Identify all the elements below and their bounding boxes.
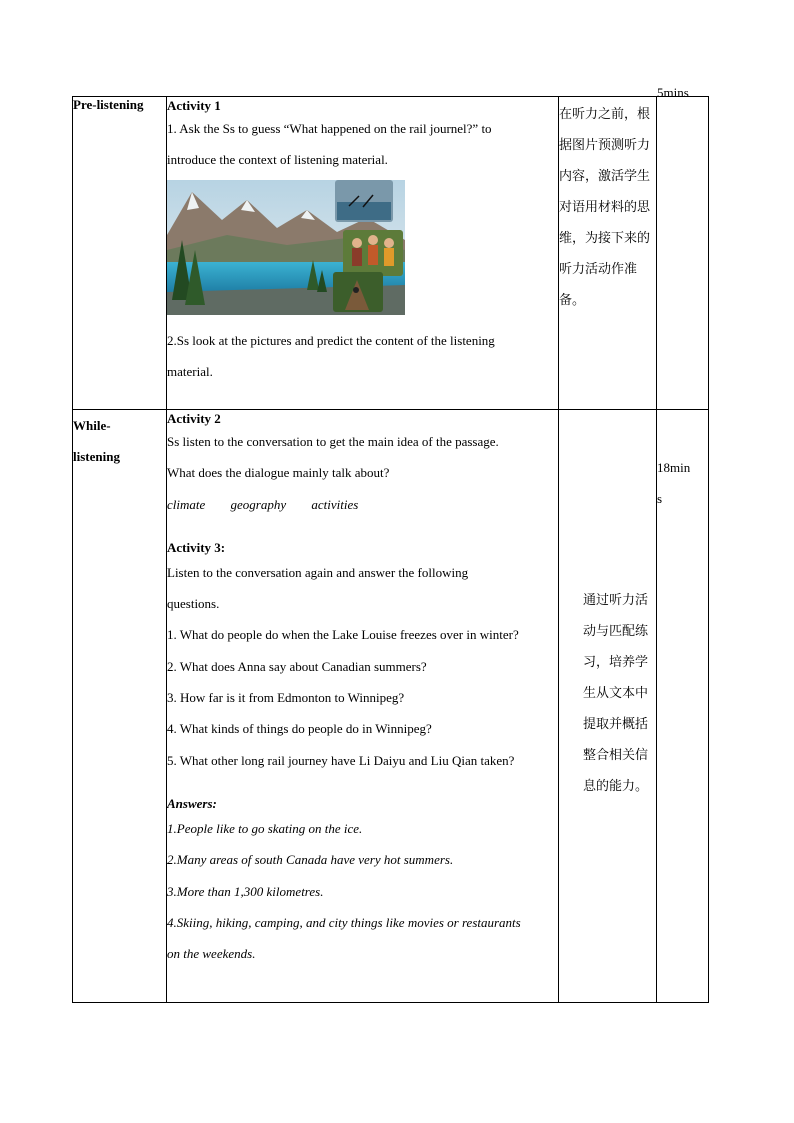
lake-mountain-photo [167, 180, 405, 315]
option-geography: geography [230, 496, 287, 512]
lesson-plan-table [72, 85, 709, 1003]
time-label-line: 18min [657, 460, 691, 475]
stage-label: Pre-listening [73, 97, 144, 112]
option-climate: climate [167, 496, 206, 512]
answers-title: Answers: [167, 795, 217, 811]
activity-title: Activity 1 [167, 98, 221, 113]
activity-cell [167, 97, 559, 410]
design-intent-text [559, 585, 656, 802]
question-line: 3. How far is it from Edmonton to Winnipeg? [167, 690, 405, 706]
activity-photo-collage [167, 180, 405, 315]
answer-line: 2.Many areas of south Canada have very hot summers. [167, 852, 454, 868]
time-cell [657, 85, 709, 410]
answer-line: 3.More than 1,300 kilometres. [167, 883, 324, 899]
question-line: 4. What kinds of things do people do in Winnipeg? [167, 721, 432, 737]
activity-line: Listen to the conversation again and answer the following [167, 564, 469, 580]
activity-line: What does the dialogue mainly talk about? [167, 465, 390, 481]
activity-line: introduce the context of listening material. [167, 152, 388, 168]
question-line: 2. What does Anna say about Canadian summers? [167, 658, 427, 674]
question-line: 1. What do people do when the Lake Louise freezes over in winter? [167, 627, 519, 643]
time-cell [657, 410, 709, 1003]
design-intent-cell [559, 410, 657, 1003]
answer-line: 1.People like to go skating on the ice. [167, 820, 363, 836]
stage-label-line: While- [73, 418, 111, 433]
activity-cell [167, 410, 559, 1003]
pre-listening-row [73, 97, 709, 410]
stage-cell [73, 97, 167, 410]
stage-cell [73, 410, 167, 1003]
design-intent-cell [559, 97, 657, 410]
answer-line: on the weekends. [167, 946, 256, 962]
while-listening-row [73, 410, 709, 1003]
activity-line: questions. [167, 596, 220, 612]
stage-label-line: listening [73, 449, 120, 464]
activity-line: 1. Ask the Ss to guess “What happened on the rail journel?” to [167, 121, 492, 136]
activity-line: material. [167, 363, 213, 379]
option-activities: activities [311, 496, 359, 512]
activity-title: Activity 2 [167, 411, 221, 426]
design-intent-text: 在听力之前，根据图片预测听力内容，激活学生对语用材料的思维，为接下来的听力活动作准备。 [559, 107, 651, 308]
activity-line: 2.Ss look at the pictures and predict the content of the listening [167, 332, 495, 348]
options-line [167, 489, 558, 520]
activity-line: Ss listen to the conversation to get the main idea of the passage. [167, 434, 499, 449]
time-label: 5mins [657, 85, 689, 100]
answer-line: 4.Skiing, hiking, camping, and city things like movies or restaurants [167, 914, 521, 930]
activity-title: Activity 3: [167, 539, 226, 555]
time-label-line: s [657, 491, 663, 506]
design-intent-content: 通过听力活动与匹配练习，培养学生从文本中提取并概括整合相关信息的能力。 [583, 592, 649, 794]
question-line: 5. What other long rail journey have Li Daiyu and Liu Qian taken? [167, 752, 515, 768]
